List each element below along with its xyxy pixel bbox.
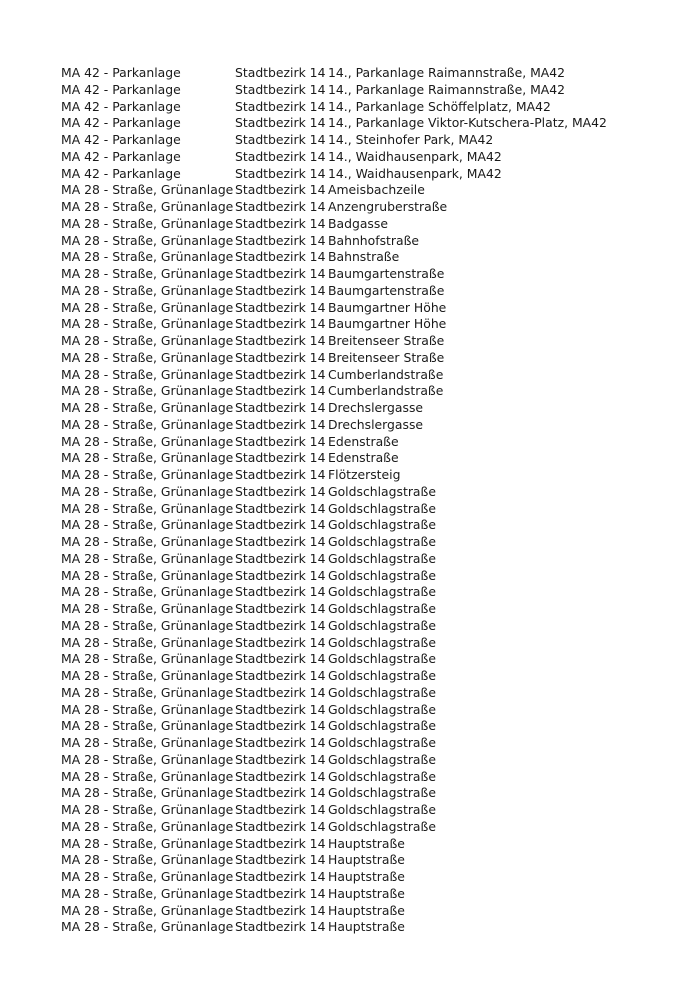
location-cell: 14., Parkanlage Raimannstraße, MA42 <box>328 81 566 97</box>
location-cell: Edenstraße <box>328 433 399 449</box>
district-cell: Stadtbezirk 14 <box>235 768 326 784</box>
category-cell: MA 28 - Straße, Grünanlage <box>61 349 234 365</box>
location-cell: Baumgartner Höhe <box>328 316 447 332</box>
district-cell: Stadtbezirk 14 <box>235 684 326 700</box>
district-cell: Stadtbezirk 14 <box>235 483 326 499</box>
location-cell: Cumberlandstraße <box>328 366 444 382</box>
category-cell: MA 28 - Straße, Grünanlage <box>61 651 234 667</box>
table-row <box>61 484 691 501</box>
location-cell: Goldschlagstraße <box>328 634 436 650</box>
table-row <box>61 417 691 434</box>
location-cell: 14., Steinhofer Park, MA42 <box>328 132 494 147</box>
district-cell: Stadtbezirk 14 <box>235 902 326 918</box>
district-cell: Stadtbezirk 14 <box>235 182 326 198</box>
table-row <box>61 233 691 250</box>
category-cell: MA 28 - Straße, Grünanlage <box>61 684 234 700</box>
location-cell: Bahnstraße <box>328 249 400 265</box>
table-row <box>61 919 691 936</box>
category-cell: MA 42 - Parkanlage <box>61 81 181 97</box>
location-cell: Cumberlandstraße <box>328 383 444 399</box>
table-row <box>61 115 691 132</box>
district-cell: Stadtbezirk 14 <box>235 567 326 583</box>
location-cell: Hauptstraße <box>328 869 405 884</box>
table-row <box>61 216 691 233</box>
location-cell: 14., Waidhausenpark, MA42 <box>328 165 502 181</box>
district-cell: Stadtbezirk 14 <box>235 81 326 97</box>
table-row <box>61 869 691 886</box>
table-row <box>61 601 691 618</box>
table-row <box>61 568 691 585</box>
district-cell: Stadtbezirk 14 <box>235 98 326 114</box>
location-cell: Hauptstraße <box>328 885 405 901</box>
location-cell: Drechslergasse <box>328 416 424 432</box>
location-cell: Goldschlagstraße <box>328 785 436 801</box>
category-cell: MA 42 - Parkanlage <box>61 165 181 181</box>
table-row <box>61 383 691 400</box>
location-cell: Goldschlagstraße <box>328 818 436 834</box>
category-cell: MA 28 - Straße, Grünanlage <box>61 517 234 533</box>
category-cell: MA 28 - Straße, Grünanlage <box>61 701 234 717</box>
table-row <box>61 635 691 652</box>
district-cell: Stadtbezirk 14 <box>235 550 326 566</box>
category-cell: MA 28 - Straße, Grünanlage <box>61 400 234 415</box>
category-cell: MA 28 - Straße, Grünanlage <box>61 718 234 734</box>
location-cell: Breitenseer Straße <box>328 333 445 348</box>
district-cell: Stadtbezirk 14 <box>235 416 326 432</box>
table-row <box>61 182 691 199</box>
table-row <box>61 132 691 149</box>
category-cell: MA 28 - Straße, Grünanlage <box>61 567 234 583</box>
location-cell: Goldschlagstraße <box>328 534 436 549</box>
district-cell: Stadtbezirk 14 <box>235 249 326 265</box>
table-row <box>61 702 691 719</box>
table-row <box>61 618 691 635</box>
category-cell: MA 28 - Straße, Grünanlage <box>61 768 234 784</box>
district-cell: Stadtbezirk 14 <box>235 617 326 633</box>
category-cell: MA 42 - Parkanlage <box>61 98 181 114</box>
district-cell: Stadtbezirk 14 <box>235 584 326 600</box>
category-cell: MA 28 - Straße, Grünanlage <box>61 550 234 566</box>
location-cell: Anzengruberstraße <box>328 199 448 214</box>
district-cell: Stadtbezirk 14 <box>235 316 326 332</box>
district-cell: Stadtbezirk 14 <box>235 885 326 901</box>
location-cell: Ameisbachzeile <box>328 182 425 198</box>
location-cell: Goldschlagstraße <box>328 751 436 767</box>
district-cell: Stadtbezirk 14 <box>235 199 326 214</box>
category-cell: MA 28 - Straße, Grünanlage <box>61 215 234 231</box>
data-table <box>61 65 691 936</box>
category-cell: MA 28 - Straße, Grünanlage <box>61 668 234 683</box>
table-row <box>61 249 691 266</box>
district-cell: Stadtbezirk 14 <box>235 433 326 449</box>
category-cell: MA 28 - Straße, Grünanlage <box>61 383 234 399</box>
table-row <box>61 149 691 166</box>
district-cell: Stadtbezirk 14 <box>235 148 326 164</box>
category-cell: MA 42 - Parkanlage <box>61 132 181 147</box>
table-row <box>61 852 691 869</box>
district-cell: Stadtbezirk 14 <box>235 718 326 734</box>
district-cell: Stadtbezirk 14 <box>235 701 326 717</box>
location-cell: Hauptstraße <box>328 835 405 851</box>
location-cell: Goldschlagstraße <box>328 584 436 600</box>
district-cell: Stadtbezirk 14 <box>235 735 326 750</box>
table-row <box>61 651 691 668</box>
location-cell: Hauptstraße <box>328 852 405 868</box>
table-row <box>61 400 691 417</box>
district-cell: Stadtbezirk 14 <box>235 450 326 466</box>
category-cell: MA 42 - Parkanlage <box>61 115 181 131</box>
district-cell: Stadtbezirk 14 <box>235 467 326 482</box>
category-cell: MA 28 - Straße, Grünanlage <box>61 483 234 499</box>
table-row <box>61 367 691 384</box>
district-cell: Stadtbezirk 14 <box>235 651 326 667</box>
category-cell: MA 28 - Straße, Grünanlage <box>61 835 234 851</box>
table-row <box>61 534 691 551</box>
district-cell: Stadtbezirk 14 <box>235 65 326 80</box>
table-row <box>61 819 691 836</box>
table-row <box>61 718 691 735</box>
district-cell: Stadtbezirk 14 <box>235 366 326 382</box>
table-row <box>61 82 691 99</box>
category-cell: MA 28 - Straße, Grünanlage <box>61 416 234 432</box>
district-cell: Stadtbezirk 14 <box>235 785 326 801</box>
location-cell: Goldschlagstraße <box>328 768 436 784</box>
location-cell: 14., Parkanlage Raimannstraße, MA42 <box>328 65 566 80</box>
district-cell: Stadtbezirk 14 <box>235 517 326 533</box>
category-cell: MA 28 - Straße, Grünanlage <box>61 500 234 516</box>
category-cell: MA 28 - Straße, Grünanlage <box>61 266 234 281</box>
location-cell: Goldschlagstraße <box>328 617 436 633</box>
location-cell: Goldschlagstraße <box>328 567 436 583</box>
category-cell: MA 28 - Straße, Grünanlage <box>61 802 234 817</box>
location-cell: Goldschlagstraße <box>328 668 436 683</box>
category-cell: MA 42 - Parkanlage <box>61 148 181 164</box>
district-cell: Stadtbezirk 14 <box>235 333 326 348</box>
location-cell: Goldschlagstraße <box>328 601 436 616</box>
district-cell: Stadtbezirk 14 <box>235 919 326 935</box>
district-cell: Stadtbezirk 14 <box>235 668 326 683</box>
table-row <box>61 434 691 451</box>
table-row <box>61 685 691 702</box>
location-cell: 14., Parkanlage Viktor-Kutschera-Platz, MA42 <box>328 115 607 131</box>
table-row <box>61 300 691 317</box>
table-row <box>61 802 691 819</box>
location-cell: Goldschlagstraße <box>328 684 436 700</box>
location-cell: 14., Waidhausenpark, MA42 <box>328 148 502 164</box>
category-cell: MA 28 - Straße, Grünanlage <box>61 919 234 935</box>
table-row <box>61 785 691 802</box>
category-cell: MA 28 - Straße, Grünanlage <box>61 584 234 600</box>
table-row <box>61 450 691 467</box>
category-cell: MA 42 - Parkanlage <box>61 65 181 80</box>
table-row <box>61 333 691 350</box>
district-cell: Stadtbezirk 14 <box>235 869 326 884</box>
category-cell: MA 28 - Straße, Grünanlage <box>61 316 234 332</box>
table-row <box>61 752 691 769</box>
district-cell: Stadtbezirk 14 <box>235 132 326 147</box>
category-cell: MA 28 - Straße, Grünanlage <box>61 333 234 348</box>
district-cell: Stadtbezirk 14 <box>235 165 326 181</box>
location-cell: Hauptstraße <box>328 919 405 935</box>
district-cell: Stadtbezirk 14 <box>235 500 326 516</box>
district-cell: Stadtbezirk 14 <box>235 282 326 298</box>
category-cell: MA 28 - Straße, Grünanlage <box>61 818 234 834</box>
location-cell: Baumgartenstraße <box>328 266 445 281</box>
table-row <box>61 350 691 367</box>
location-cell: Flötzersteig <box>328 467 401 482</box>
district-cell: Stadtbezirk 14 <box>235 232 326 248</box>
table-row <box>61 903 691 920</box>
district-cell: Stadtbezirk 14 <box>235 751 326 767</box>
district-cell: Stadtbezirk 14 <box>235 400 326 415</box>
category-cell: MA 28 - Straße, Grünanlage <box>61 450 234 466</box>
district-cell: Stadtbezirk 14 <box>235 349 326 365</box>
location-cell: Hauptstraße <box>328 902 405 918</box>
category-cell: MA 28 - Straße, Grünanlage <box>61 199 234 214</box>
location-cell: Drechslergasse <box>328 400 424 415</box>
category-cell: MA 28 - Straße, Grünanlage <box>61 852 234 868</box>
location-cell: Goldschlagstraße <box>328 701 436 717</box>
category-cell: MA 28 - Straße, Grünanlage <box>61 735 234 750</box>
location-cell: Goldschlagstraße <box>328 735 436 750</box>
location-cell: Goldschlagstraße <box>328 517 436 533</box>
table-row <box>61 467 691 484</box>
category-cell: MA 28 - Straße, Grünanlage <box>61 617 234 633</box>
district-cell: Stadtbezirk 14 <box>235 115 326 131</box>
category-cell: MA 28 - Straße, Grünanlage <box>61 885 234 901</box>
district-cell: Stadtbezirk 14 <box>235 835 326 851</box>
location-cell: 14., Parkanlage Schöffelplatz, MA42 <box>328 98 551 114</box>
district-cell: Stadtbezirk 14 <box>235 601 326 616</box>
table-row <box>61 501 691 518</box>
table-row <box>61 517 691 534</box>
location-cell: Goldschlagstraße <box>328 651 436 667</box>
category-cell: MA 28 - Straße, Grünanlage <box>61 634 234 650</box>
table-row <box>61 769 691 786</box>
district-cell: Stadtbezirk 14 <box>235 266 326 281</box>
table-row <box>61 735 691 752</box>
location-cell: Goldschlagstraße <box>328 718 436 734</box>
table-row <box>61 551 691 568</box>
table-row <box>61 266 691 283</box>
district-cell: Stadtbezirk 14 <box>235 215 326 231</box>
district-cell: Stadtbezirk 14 <box>235 802 326 817</box>
category-cell: MA 28 - Straße, Grünanlage <box>61 751 234 767</box>
category-cell: MA 28 - Straße, Grünanlage <box>61 232 234 248</box>
district-cell: Stadtbezirk 14 <box>235 818 326 834</box>
category-cell: MA 28 - Straße, Grünanlage <box>61 249 234 265</box>
category-cell: MA 28 - Straße, Grünanlage <box>61 869 234 884</box>
table-row <box>61 584 691 601</box>
category-cell: MA 28 - Straße, Grünanlage <box>61 299 234 315</box>
category-cell: MA 28 - Straße, Grünanlage <box>61 785 234 801</box>
location-cell: Baumgartenstraße <box>328 282 445 298</box>
table-row <box>61 166 691 183</box>
category-cell: MA 28 - Straße, Grünanlage <box>61 902 234 918</box>
table-row <box>61 836 691 853</box>
location-cell: Bahnhofstraße <box>328 232 420 248</box>
table-row <box>61 283 691 300</box>
table-row <box>61 886 691 903</box>
location-cell: Goldschlagstraße <box>328 500 436 516</box>
category-cell: MA 28 - Straße, Grünanlage <box>61 182 234 198</box>
category-cell: MA 28 - Straße, Grünanlage <box>61 601 234 616</box>
category-cell: MA 28 - Straße, Grünanlage <box>61 534 234 549</box>
table-row <box>61 316 691 333</box>
category-cell: MA 28 - Straße, Grünanlage <box>61 433 234 449</box>
district-cell: Stadtbezirk 14 <box>235 383 326 399</box>
district-cell: Stadtbezirk 14 <box>235 634 326 650</box>
category-cell: MA 28 - Straße, Grünanlage <box>61 366 234 382</box>
location-cell: Breitenseer Straße <box>328 349 445 365</box>
category-cell: MA 28 - Straße, Grünanlage <box>61 467 234 482</box>
location-cell: Baumgartner Höhe <box>328 299 447 315</box>
table-row <box>61 668 691 685</box>
location-cell: Edenstraße <box>328 450 399 466</box>
location-cell: Badgasse <box>328 215 388 231</box>
location-cell: Goldschlagstraße <box>328 550 436 566</box>
location-cell: Goldschlagstraße <box>328 802 436 817</box>
district-cell: Stadtbezirk 14 <box>235 534 326 549</box>
table-row <box>61 199 691 216</box>
district-cell: Stadtbezirk 14 <box>235 852 326 868</box>
district-cell: Stadtbezirk 14 <box>235 299 326 315</box>
category-cell: MA 28 - Straße, Grünanlage <box>61 282 234 298</box>
table-row <box>61 65 691 82</box>
table-row <box>61 99 691 116</box>
location-cell: Goldschlagstraße <box>328 483 436 499</box>
